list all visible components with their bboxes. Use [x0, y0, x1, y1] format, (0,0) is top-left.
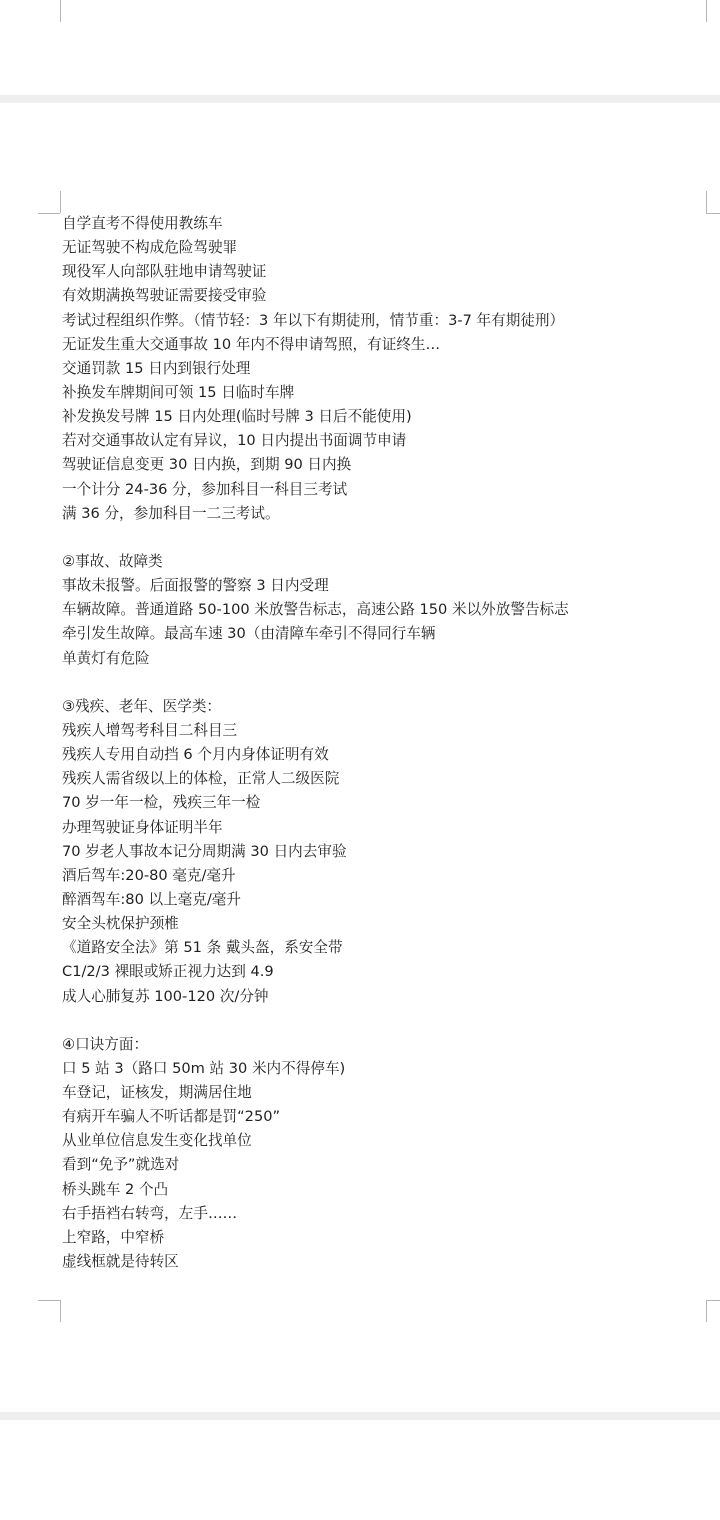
- page-separator: [0, 95, 720, 103]
- crop-mark: [38, 1300, 60, 1301]
- text-line: 若对交通事故认定有异议，10 日内提出书面调节申请: [62, 432, 407, 450]
- text-line: 有病开车骗人不听话都是罚“250”: [62, 1108, 281, 1126]
- crop-mark: [60, 0, 61, 22]
- text-line: 酒后驾车:20-80 毫克/毫升: [62, 866, 236, 884]
- section-heading: ②事故、故障类: [62, 552, 163, 570]
- text-line: 有效期满换驾驶证需要接受审验: [62, 287, 267, 305]
- crop-mark: [60, 191, 61, 213]
- text-line: 自学直考不得使用教练车: [62, 215, 223, 232]
- text-line: 单黄灯有危险: [62, 649, 150, 667]
- text-line: 安全头枕保护颈椎: [62, 915, 179, 933]
- section-heading: ④口诀方面：: [62, 1035, 149, 1053]
- text-line: 成人心肺复苏 100-120 次/分钟: [62, 987, 269, 1005]
- text-line: 从业单位信息发生变化找单位: [62, 1132, 252, 1150]
- text-line: 现役军人向部队驻地申请驾驶证: [62, 263, 267, 281]
- text-line: 无证发生重大交通事故 10 年内不得申请驾照，有证终生…: [62, 335, 441, 353]
- text-line: 70 岁老人事故本记分周期满 30 日内去审验: [62, 842, 347, 860]
- text-line: 桥头跳车 2 个凸: [62, 1180, 169, 1198]
- crop-mark: [706, 1300, 707, 1322]
- crop-mark: [706, 1300, 720, 1301]
- crop-mark: [706, 0, 707, 22]
- section-heading: ③残疾、老年、医学类：: [62, 697, 222, 715]
- section: [62, 695, 702, 1009]
- text-line: 驾驶证信息变更 30 日内换，到期 90 日内换: [62, 456, 352, 474]
- blank-line: [62, 671, 702, 695]
- text-line: 虚线框就是待转区: [62, 1253, 179, 1271]
- text-line: 一个计分 24-36 分，参加科目一科目三考试: [62, 480, 348, 498]
- text-line: 牵引发生故障。最高车速 30（由清障车牵引不得同行车辆: [62, 625, 436, 643]
- page-separator: [0, 1412, 720, 1420]
- text-line: 办理驾驶证身体证明半年: [62, 818, 223, 836]
- text-line: 看到“免予”就选对: [62, 1156, 180, 1174]
- text-line: 车辆故障。普通道路 50-100 米放警告标志，高速公路 150 米以外放警告标志: [62, 601, 569, 619]
- next-page: [0, 1420, 720, 1520]
- blank-line: [62, 526, 702, 550]
- text-line: 交通罚款 15 日内到银行处理: [62, 359, 251, 377]
- section: [62, 550, 702, 671]
- text-line: 上窄路，中窄桥: [62, 1228, 165, 1246]
- crop-mark: [706, 213, 720, 214]
- text-line: 事故未报警。后面报警的警察 3 日内受理: [62, 577, 329, 595]
- crop-mark: [706, 191, 707, 213]
- previous-page: [0, 0, 720, 95]
- text-line: 车登记，证核发，期满居住地: [62, 1084, 252, 1102]
- text-line: 残疾人专用自动挡 6 个月内身体证明有效: [62, 746, 329, 764]
- text-line: 无证驾驶不构成危险驾驶罪: [62, 239, 238, 257]
- text-line: 补换发车牌期间可领 15 日临时车牌: [62, 383, 295, 401]
- text-line: 残疾人需省级以上的体检，正常人二级医院: [62, 770, 340, 788]
- text-line: 满 36 分，参加科目一二三考试。: [62, 504, 280, 522]
- blank-line: [62, 1009, 702, 1033]
- text-line: 70 岁一年一检，残疾三年一检: [62, 794, 261, 812]
- crop-mark: [60, 1300, 61, 1322]
- text-line: 补发换发号牌 15 日内处理(临时号牌 3 日后不能使用): [62, 408, 412, 426]
- section: [62, 212, 702, 526]
- document-body: [62, 212, 702, 1274]
- section: [62, 1033, 702, 1274]
- text-line: 《道路安全法》第 51 条 戴头盔，系安全带: [62, 939, 343, 957]
- crop-mark: [38, 213, 60, 214]
- text-line: C1/2/3 裸眼或矫正视力达到 4.9: [62, 963, 274, 981]
- text-line: 口 5 站 3（路口 50m 站 30 米内不得停车): [62, 1059, 346, 1077]
- text-line: 考试过程组织作弊。（情节轻：3 年以下有期徒刑，情节重：3-7 年有期徒刑）: [62, 311, 565, 329]
- text-line: 醉酒驾车:80 以上毫克/毫升: [62, 890, 241, 908]
- text-line: 残疾人增驾考科目二科目三: [62, 721, 238, 739]
- text-line: 右手捂裆右转弯，左手……: [62, 1204, 238, 1222]
